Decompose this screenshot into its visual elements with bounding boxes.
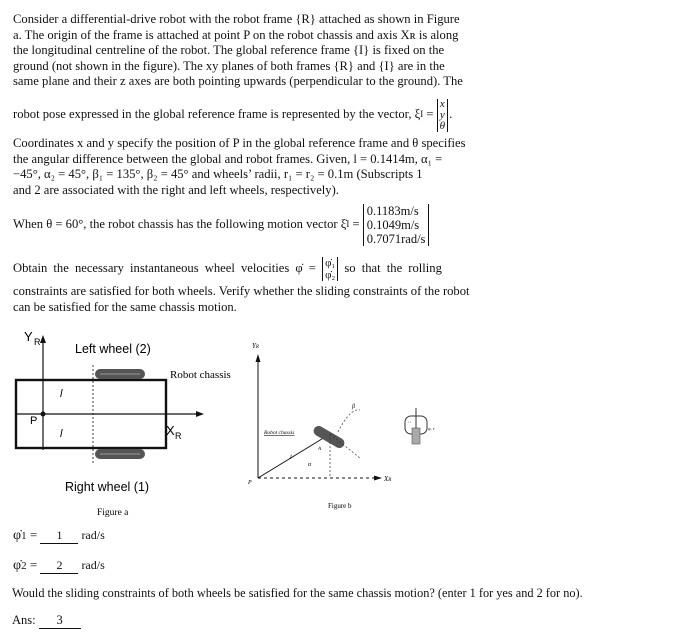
figure-b-x-label: XR xyxy=(384,475,392,483)
pose-vector-theta: θ xyxy=(439,119,446,132)
figure-b-y-label: YR xyxy=(252,342,259,350)
figure-a-y-label: Y xyxy=(24,329,33,344)
text-line: Consider a differential-drive robot with the robot frame {R} attached as shown in Figure xyxy=(13,12,460,26)
wheel-detail-icon xyxy=(405,408,427,444)
obtain-line xyxy=(13,254,515,284)
pose-vector xyxy=(437,99,448,132)
figure-a-x-sub: R xyxy=(175,431,182,441)
pose-subscript: I xyxy=(420,109,424,120)
text-line: the longitudinal centreline of the robot. The global reference frame {I} is fixed on the xyxy=(13,43,445,58)
motion-vector-y: 0.1049m/s xyxy=(366,218,420,232)
pose-text: robot pose expressed in the global reference frame is represented by the vector, ξ xyxy=(13,107,421,122)
text-line: a. The origin of the frame is attached at point P on the robot chassis and axis Xʀ is along xyxy=(13,27,459,42)
motion-subscript: I xyxy=(346,219,350,230)
motion-text: When θ = 60°, the robot chassis has the following motion vector ξ̇ xyxy=(13,217,347,232)
point-p xyxy=(41,412,46,417)
figure-a-caption: Figure a xyxy=(97,508,129,518)
motion-line xyxy=(13,200,515,250)
text-line: same plane and their z axes are both pointing upwards (perpendicular to the ground). The xyxy=(13,74,463,89)
obtain-tail: so that the rolling xyxy=(338,261,442,276)
text-line: −45°, α₂ = 45°, β₁ = 135°, β₂ = 45° and wheels’ radii, r₁ = r₂ = 0.1m (Subscripts 1 xyxy=(13,167,423,182)
figure-b xyxy=(242,338,442,518)
figure-a-x-label: X xyxy=(166,423,175,438)
sliding-question: Would the sliding constraints of both wheels be satisfied for the same chassis motion? (enter 1 for yes and 2 for no). xyxy=(12,586,583,600)
figure-a-p-label: P xyxy=(30,415,38,427)
figure-b-alpha: α xyxy=(308,462,312,468)
motion-vector-x: 0.1183m/s xyxy=(366,204,419,218)
phi1-sub: 1 xyxy=(21,530,27,542)
figure-a-l-bottom: l xyxy=(60,428,63,440)
pose-line: robot pose expressed in the global reference frame is represented by the vector, ξ I = x y θ . xyxy=(13,97,453,132)
motion-vector xyxy=(363,204,430,246)
figure-b-l: l xyxy=(290,455,292,461)
phi2-sub: 2 xyxy=(21,560,27,572)
pose-vector-y: y xyxy=(439,108,445,121)
phi1-label: φ̇ xyxy=(13,528,22,543)
phi-vector-1: φ̇₁ xyxy=(325,257,336,269)
ans-input[interactable]: 3 xyxy=(39,613,81,629)
figure-b-wheel-label: φ, r xyxy=(428,426,435,431)
right-wheel-label: Right wheel (1) xyxy=(65,480,150,494)
phi1-answer-row xyxy=(13,527,105,544)
motion-vector-theta: 0.7071rad/s xyxy=(366,232,426,246)
figure-a-y-sub: R xyxy=(34,337,41,347)
figure-b-chassis-label: Robot chassis xyxy=(264,430,295,436)
figure-b-beta: β xyxy=(352,404,355,410)
motion-eq: = xyxy=(349,217,363,232)
text-line: and 2 are associated with the right and left wheels, respectively). xyxy=(13,182,339,197)
text-line: can be satisfied for the same chassis motion. xyxy=(13,299,237,314)
figure-b-a: A xyxy=(318,447,322,452)
figure-a-l-top: l xyxy=(60,388,63,400)
phi2-unit: rad/s xyxy=(81,558,105,572)
figure-a xyxy=(10,325,260,525)
phi2-eq: = xyxy=(26,557,41,572)
phi-vector-2: φ̇₂ xyxy=(325,269,336,281)
phi2-label: φ̇ xyxy=(13,558,22,573)
figure-b-caption: Figure b xyxy=(328,502,352,510)
problem-paragraph-2 xyxy=(13,136,515,198)
problem-paragraph-3 xyxy=(13,284,515,315)
figure-b-p-label: P xyxy=(248,480,252,486)
pose-vector-x: x xyxy=(439,97,445,110)
figure-b-wheel xyxy=(312,424,346,450)
chassis-label: Robot chassis xyxy=(170,369,231,381)
phi2-answer-row xyxy=(13,557,105,574)
phi-vector xyxy=(322,257,338,281)
obtain-text: Obtain the necessary instantaneous wheel velocities φ̇ = xyxy=(13,261,323,276)
ans-label: Ans: xyxy=(12,613,36,627)
phi2-input[interactable]: 2 xyxy=(40,558,78,574)
text-line: ground (not shown in the figure). The xy planes of both frames {R} and {I} are in the xyxy=(13,58,445,73)
phi1-input[interactable]: 1 xyxy=(40,528,78,544)
text-line: constraints are satisfied for both wheels. Verify whether the sliding constraints of the robot xyxy=(13,284,470,298)
final-answer-row xyxy=(12,613,81,629)
text-line: Coordinates x and y specify the position of P in the global reference frame and θ specifies xyxy=(13,136,466,150)
text-line: the angular difference between the global and robot frames. Given, l = 0.1414m, α₁ = xyxy=(13,151,443,166)
problem-paragraph-1 xyxy=(13,12,515,90)
phi1-eq: = xyxy=(26,527,41,542)
pose-eq: = xyxy=(423,107,437,122)
phi1-unit: rad/s xyxy=(81,528,105,542)
left-wheel-label: Left wheel (2) xyxy=(75,342,151,356)
